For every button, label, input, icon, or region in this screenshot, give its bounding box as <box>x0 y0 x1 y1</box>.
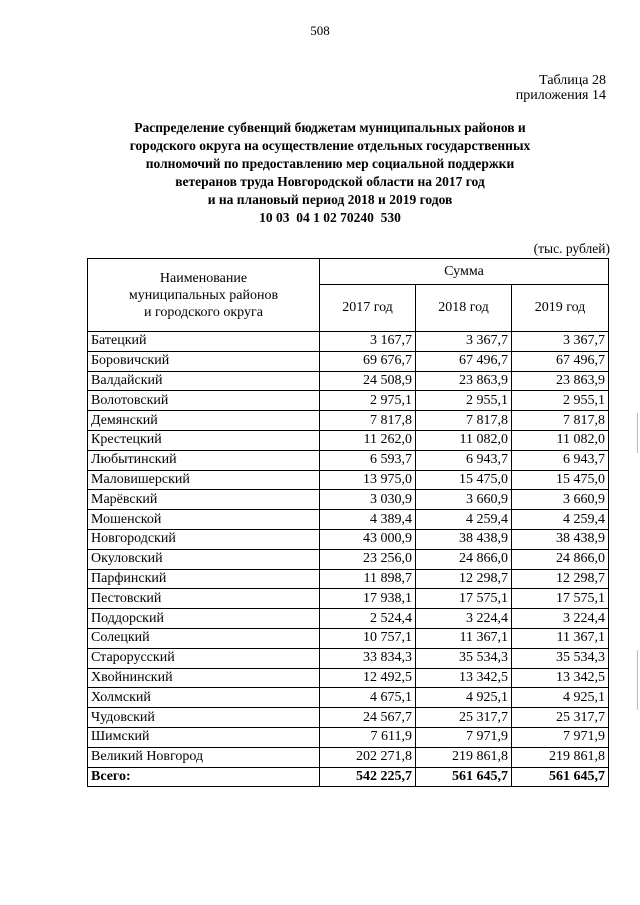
title-line-2: городского округа на осуществление отдельных государственных <box>129 138 531 153</box>
table-row <box>88 668 609 688</box>
value-2018: 23 863,9 <box>416 371 512 391</box>
value-2018: 15 475,0 <box>416 470 512 490</box>
value-2017: 3 167,7 <box>320 332 416 352</box>
table-row <box>88 351 609 371</box>
value-2019: 15 475,0 <box>512 470 609 490</box>
value-2019: 23 863,9 <box>512 371 609 391</box>
value-2017: 12 492,5 <box>320 668 416 688</box>
value-2018: 13 342,5 <box>416 668 512 688</box>
value-2017: 33 834,3 <box>320 648 416 668</box>
value-2019: 3 367,7 <box>512 332 609 352</box>
scan-edge-mark <box>637 650 638 710</box>
value-2018: 2 955,1 <box>416 391 512 411</box>
value-2018: 38 438,9 <box>416 529 512 549</box>
value-2018: 25 317,7 <box>416 708 512 728</box>
table-row <box>88 411 609 431</box>
value-2019: 12 298,7 <box>512 569 609 589</box>
value-2017: 17 938,1 <box>320 589 416 609</box>
budget-code: 10 03 04 1 02 70240 530 <box>259 210 401 225</box>
value-2019: 11 367,1 <box>512 628 609 648</box>
value-2019: 17 575,1 <box>512 589 609 609</box>
table-row <box>88 450 609 470</box>
table-row <box>88 648 609 668</box>
value-2018: 17 575,1 <box>416 589 512 609</box>
column-header-sum: Сумма <box>320 259 609 285</box>
table-ref-line-1: Таблица 28 <box>539 73 606 88</box>
table-body <box>88 332 609 787</box>
district-name: Поддорский <box>88 609 320 629</box>
district-name: Любытинский <box>88 450 320 470</box>
value-2017: 4 389,4 <box>320 510 416 530</box>
column-header-2019: 2019 год <box>512 285 609 332</box>
value-2017: 6 593,7 <box>320 450 416 470</box>
table-row <box>88 747 609 767</box>
table-row <box>88 391 609 411</box>
subvention-table <box>87 258 609 787</box>
district-name: Старорусский <box>88 648 320 668</box>
page-number: 508 <box>310 23 330 38</box>
table-row <box>88 688 609 708</box>
district-name: Солецкий <box>88 628 320 648</box>
table-row <box>88 470 609 490</box>
district-name: Пестовский <box>88 589 320 609</box>
value-2018: 4 259,4 <box>416 510 512 530</box>
value-2018: 3 660,9 <box>416 490 512 510</box>
table-row <box>88 430 609 450</box>
district-name: Волотовский <box>88 391 320 411</box>
value-2017: 202 271,8 <box>320 747 416 767</box>
column-header-name: Наименование муниципальных районов и городского округа <box>88 259 320 332</box>
value-2017: 542 225,7 <box>320 767 416 787</box>
district-name: Новгородский <box>88 529 320 549</box>
title-line-3: полномочий по предоставлению мер социальной поддержки <box>145 156 515 171</box>
value-2017: 2 524,4 <box>320 609 416 629</box>
value-2019: 6 943,7 <box>512 450 609 470</box>
value-2017: 24 508,9 <box>320 371 416 391</box>
value-2018: 7 971,9 <box>416 727 512 747</box>
value-2019: 38 438,9 <box>512 529 609 549</box>
district-name: Крестецкий <box>88 430 320 450</box>
district-name: Батецкий <box>88 332 320 352</box>
value-2018: 11 082,0 <box>416 430 512 450</box>
value-2019: 4 925,1 <box>512 688 609 708</box>
table-row <box>88 708 609 728</box>
table-reference <box>516 73 606 103</box>
value-2019: 219 861,8 <box>512 747 609 767</box>
district-name: Мошенской <box>88 510 320 530</box>
value-2017: 11 898,7 <box>320 569 416 589</box>
value-2018: 67 496,7 <box>416 351 512 371</box>
district-name: Шимский <box>88 727 320 747</box>
value-2018: 35 534,3 <box>416 648 512 668</box>
district-name: Демянский <box>88 411 320 431</box>
value-2017: 10 757,1 <box>320 628 416 648</box>
table-row <box>88 490 609 510</box>
title-line-5: и на плановый период 2018 и 2019 годов <box>207 192 453 207</box>
title-line-4: ветеранов труда Новгородской области на 2017 год <box>175 174 485 189</box>
district-name: Хвойнинский <box>88 668 320 688</box>
value-2018: 12 298,7 <box>416 569 512 589</box>
value-2019: 25 317,7 <box>512 708 609 728</box>
value-2017: 13 975,0 <box>320 470 416 490</box>
column-header-2018: 2018 год <box>416 285 512 332</box>
table-row <box>88 628 609 648</box>
document-title <box>60 119 600 227</box>
value-2017: 3 030,9 <box>320 490 416 510</box>
district-name: Великий Новгород <box>88 747 320 767</box>
value-2018: 3 367,7 <box>416 332 512 352</box>
value-2018: 219 861,8 <box>416 747 512 767</box>
value-2019: 11 082,0 <box>512 430 609 450</box>
value-2019: 4 259,4 <box>512 510 609 530</box>
value-2018: 4 925,1 <box>416 688 512 708</box>
value-2017: 4 675,1 <box>320 688 416 708</box>
district-name: Всего: <box>88 767 320 787</box>
scan-edge-mark <box>637 413 638 453</box>
value-2018: 6 943,7 <box>416 450 512 470</box>
value-2019: 67 496,7 <box>512 351 609 371</box>
district-name: Маловишерский <box>88 470 320 490</box>
value-2019: 7 971,9 <box>512 727 609 747</box>
value-2018: 7 817,8 <box>416 411 512 431</box>
value-2018: 561 645,7 <box>416 767 512 787</box>
table-row <box>88 589 609 609</box>
value-2019: 35 534,3 <box>512 648 609 668</box>
column-header-2017: 2017 год <box>320 285 416 332</box>
table-row <box>88 727 609 747</box>
district-name: Валдайский <box>88 371 320 391</box>
district-name: Чудовский <box>88 708 320 728</box>
value-2019: 13 342,5 <box>512 668 609 688</box>
value-2018: 3 224,4 <box>416 609 512 629</box>
value-2019: 24 866,0 <box>512 549 609 569</box>
district-name: Парфинский <box>88 569 320 589</box>
value-2018: 24 866,0 <box>416 549 512 569</box>
table-ref-line-2: приложения 14 <box>515 88 606 103</box>
value-2017: 2 975,1 <box>320 391 416 411</box>
table-row <box>88 371 609 391</box>
units-label: (тыс. рублей) <box>533 241 610 256</box>
district-name: Марёвский <box>88 490 320 510</box>
table-row <box>88 529 609 549</box>
value-2017: 7 611,9 <box>320 727 416 747</box>
value-2017: 23 256,0 <box>320 549 416 569</box>
value-2017: 24 567,7 <box>320 708 416 728</box>
table-total-row <box>88 767 609 787</box>
district-name: Окуловский <box>88 549 320 569</box>
table-row <box>88 609 609 629</box>
value-2017: 7 817,8 <box>320 411 416 431</box>
table-row <box>88 549 609 569</box>
value-2017: 11 262,0 <box>320 430 416 450</box>
district-name: Боровичский <box>88 351 320 371</box>
table-row <box>88 569 609 589</box>
value-2019: 7 817,8 <box>512 411 609 431</box>
district-name: Холмский <box>88 688 320 708</box>
value-2019: 561 645,7 <box>512 767 609 787</box>
value-2019: 3 660,9 <box>512 490 609 510</box>
title-line-1: Распределение субвенций бюджетам муниципальных районов и <box>134 120 526 135</box>
value-2017: 69 676,7 <box>320 351 416 371</box>
table-row <box>88 332 609 352</box>
value-2019: 3 224,4 <box>512 609 609 629</box>
value-2019: 2 955,1 <box>512 391 609 411</box>
value-2017: 43 000,9 <box>320 529 416 549</box>
value-2018: 11 367,1 <box>416 628 512 648</box>
table-row <box>88 510 609 530</box>
